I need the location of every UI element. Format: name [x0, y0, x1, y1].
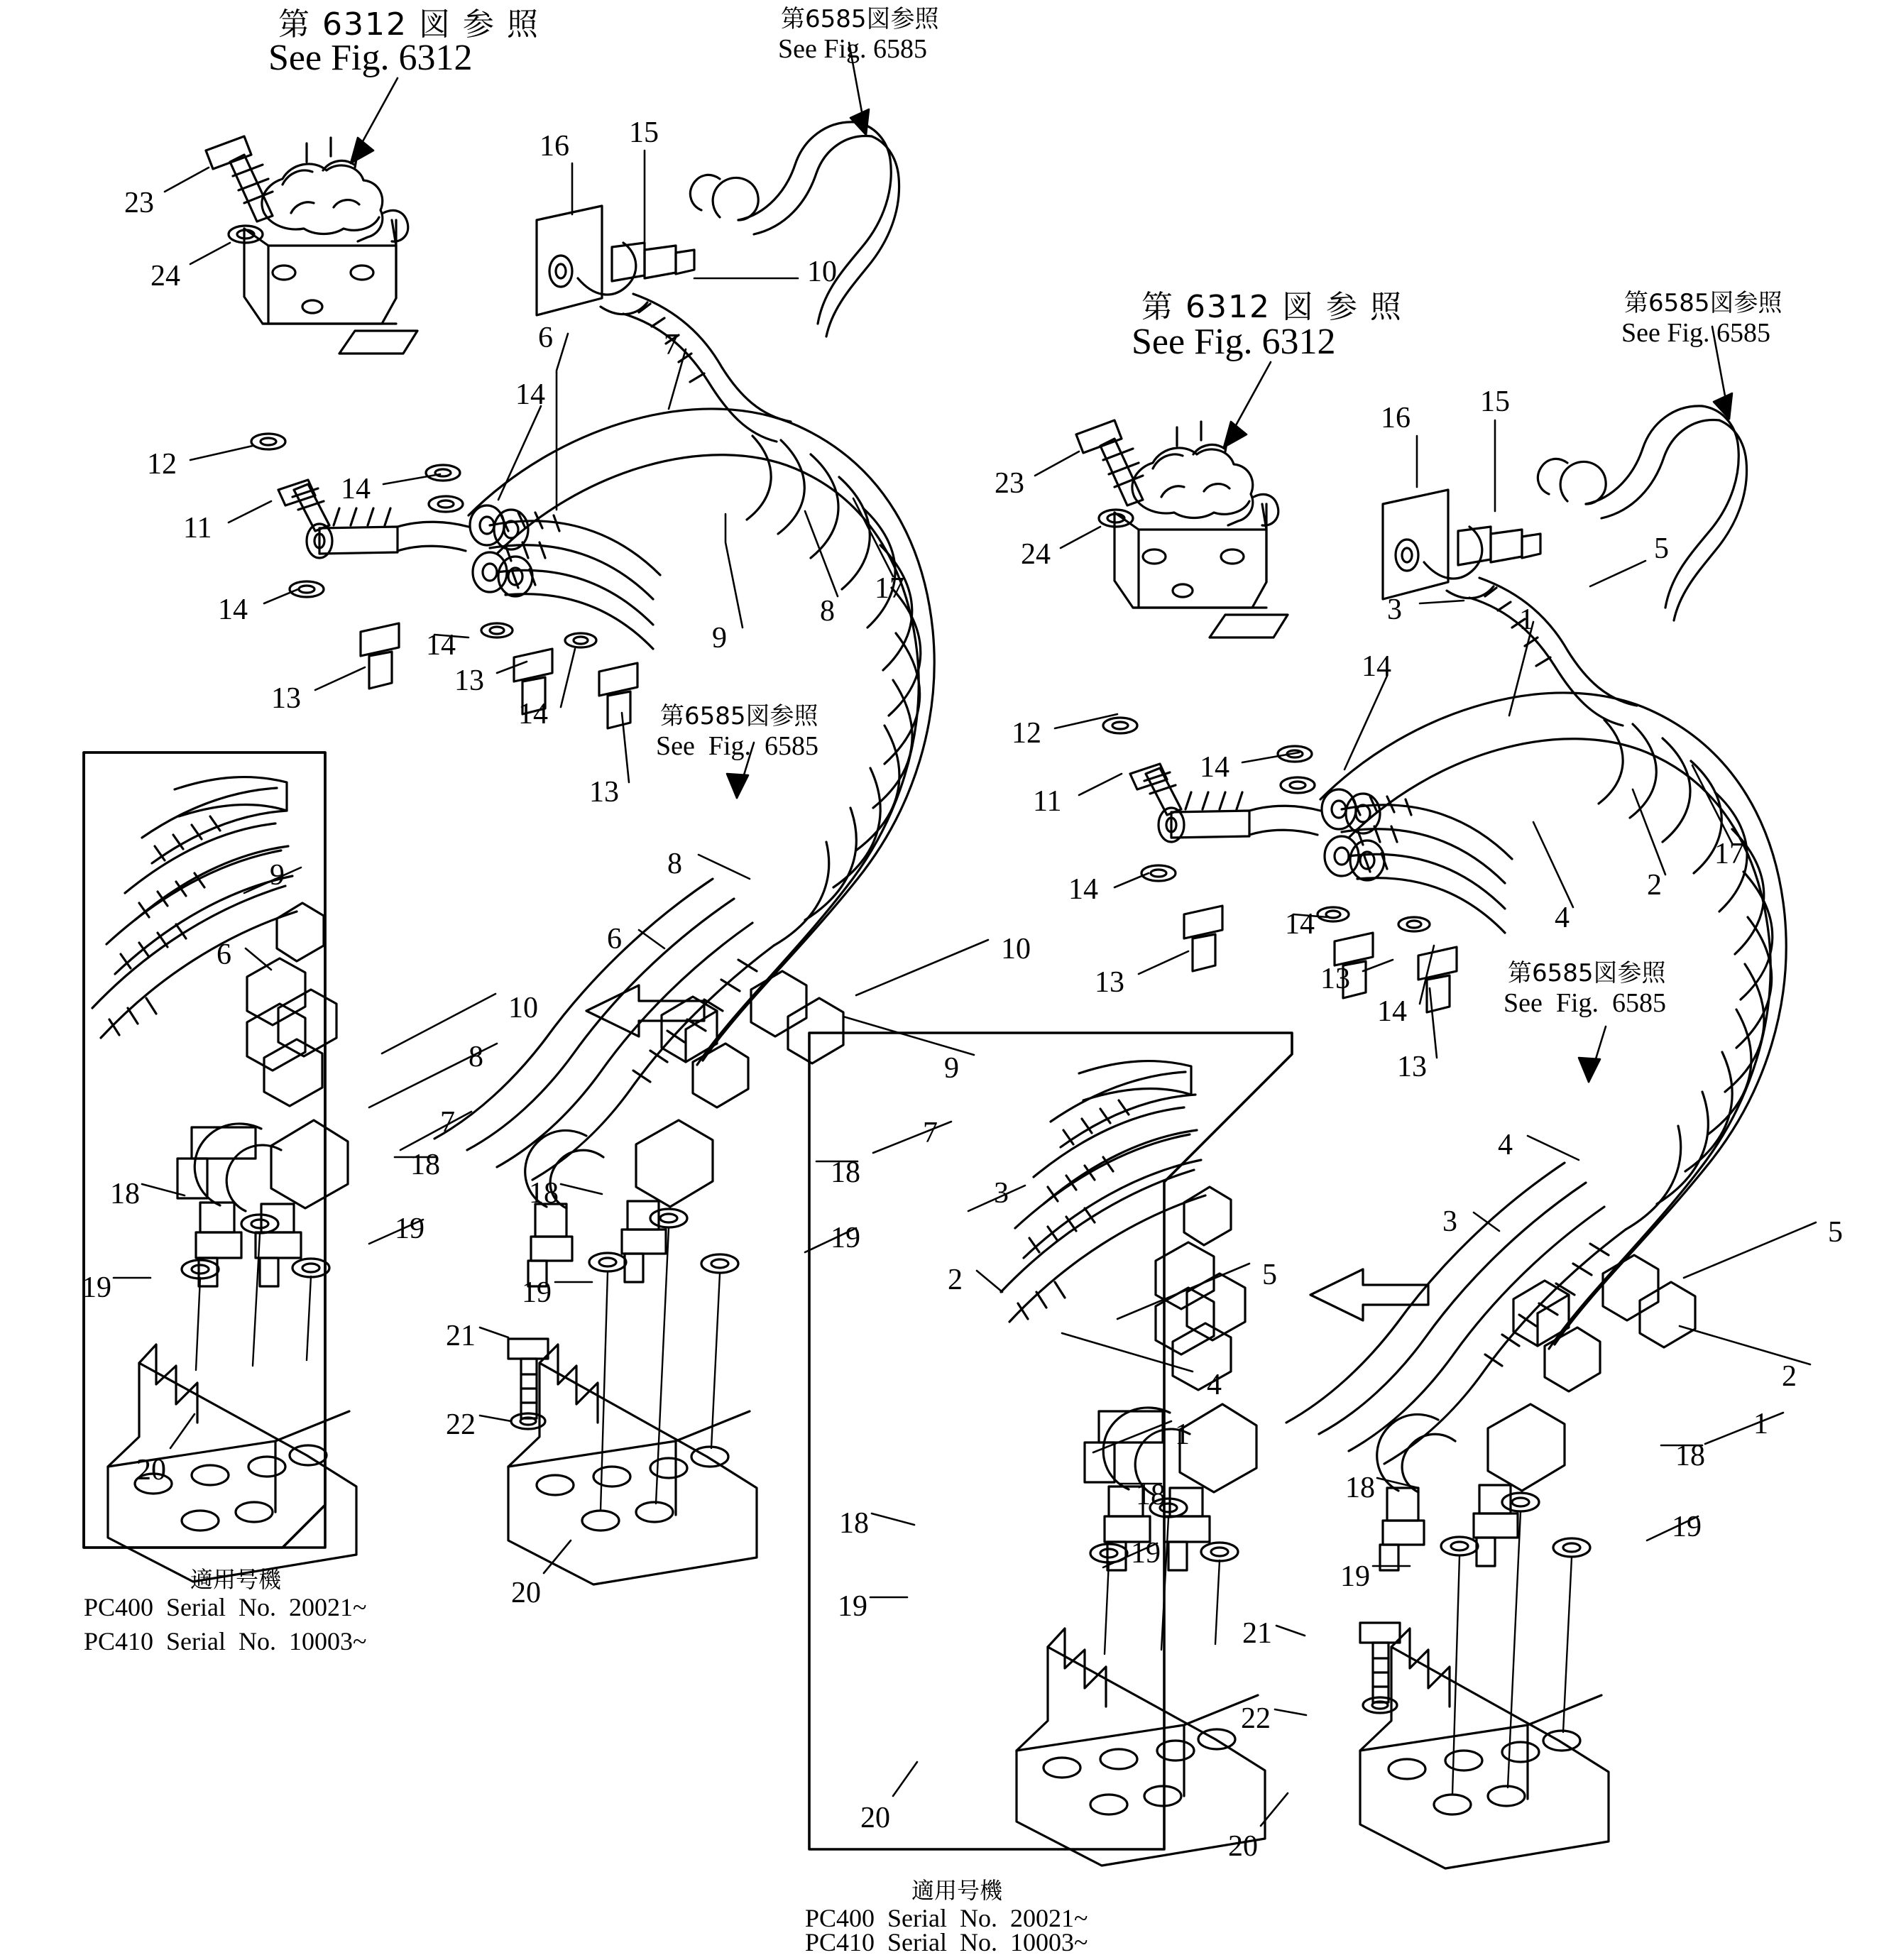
right-small-parts — [1103, 718, 1457, 1012]
right-swivel-body — [1114, 422, 1288, 637]
callout-number: 19 — [1672, 1511, 1702, 1543]
ref-top-left-jp: 第 6312 図 参 照 — [278, 6, 540, 43]
callout-number: 21 — [1242, 1617, 1272, 1650]
callout-number: 20 — [136, 1454, 166, 1487]
callout-number: 8 — [667, 848, 682, 880]
callout-number: 14 — [515, 378, 545, 411]
callout-number: 18 — [529, 1177, 559, 1210]
callout-number: 20 — [511, 1577, 541, 1609]
note-left-jp: 適用号機 — [190, 1566, 282, 1593]
right-hose-upper — [1538, 406, 1746, 620]
callout-number: 1 — [1175, 1418, 1190, 1451]
callout-number: 14 — [426, 629, 456, 662]
ref-top-right-en: See Fig. 6312 — [1132, 322, 1336, 362]
right-detail-box — [809, 1033, 1292, 1849]
right-hose-bundle — [1159, 693, 1786, 1349]
callout-number: 18 — [1136, 1479, 1166, 1511]
callout-number: 5 — [1828, 1216, 1843, 1249]
callout-number: 22 — [446, 1408, 476, 1441]
callout-number: 8 — [469, 1041, 483, 1073]
left-hose-bundle — [307, 409, 934, 1065]
callout-number: 7 — [923, 1117, 938, 1149]
ref-mid-left-jp: 第6585図参照 — [660, 702, 818, 730]
callout-number: 19 — [838, 1590, 867, 1623]
callout-number: 4 — [1555, 902, 1570, 934]
callout-number: 4 — [1207, 1369, 1222, 1401]
callout-number: 15 — [629, 116, 659, 149]
callout-number: 18 — [839, 1507, 869, 1540]
callout-number: 8 — [820, 595, 835, 628]
callout-number: 5 — [1654, 532, 1669, 565]
callout-number: 7 — [440, 1106, 455, 1139]
left-washer-24 — [229, 226, 263, 243]
callout-number: 9 — [712, 622, 727, 655]
callout-number: 9 — [270, 859, 285, 892]
callout-number: 18 — [110, 1178, 140, 1210]
right-flange-16 — [1383, 490, 1448, 599]
left-washer-22 — [511, 1413, 545, 1429]
callout-number: 14 — [341, 473, 371, 505]
right-detail-contents — [1001, 1061, 1265, 1866]
callout-number: 5 — [1262, 1259, 1277, 1291]
callout-number: 18 — [831, 1156, 860, 1189]
left-detail-arrow — [586, 985, 704, 1036]
right-detail-arrow — [1310, 1269, 1428, 1320]
callout-number: 19 — [1340, 1560, 1370, 1593]
callout-number: 12 — [147, 448, 177, 481]
right-bolt-23 — [1076, 420, 1143, 505]
left-flange-16 — [537, 206, 602, 315]
callout-number: 14 — [218, 593, 248, 626]
left-hose-10 — [578, 243, 791, 442]
callout-number: 13 — [271, 682, 301, 715]
callout-number: 14 — [1068, 873, 1098, 906]
callout-number: 2 — [1647, 869, 1662, 902]
left-small-parts — [251, 434, 637, 728]
leader-lines — [114, 43, 1816, 1826]
ref-top-left-en: See Fig. 6312 — [268, 38, 473, 78]
ref-top-left-2-jp: 第6585図参照 — [781, 5, 939, 33]
left-bolt-21 — [508, 1339, 548, 1418]
callout-number: 14 — [1285, 908, 1315, 941]
callout-number: 14 — [1362, 650, 1391, 683]
right-washer-24 — [1099, 510, 1133, 527]
note-left-line-1: PC400 Serial No. 20021~ — [84, 1593, 367, 1621]
callout-number: 18 — [1675, 1440, 1705, 1472]
callout-number: 18 — [410, 1149, 440, 1181]
callout-number: 11 — [1033, 785, 1062, 818]
callout-number: 17 — [875, 572, 904, 605]
callout-number: 6 — [538, 322, 553, 354]
callout-number: 23 — [124, 187, 154, 219]
callout-number: 2 — [1782, 1360, 1797, 1393]
ref-mid-right-en: See Fig. 6585 — [1504, 988, 1667, 1018]
callout-number: 21 — [446, 1320, 476, 1352]
left-manifold-20 — [508, 1345, 757, 1584]
left-bolt-15 — [612, 243, 694, 281]
callout-number: 10 — [508, 992, 538, 1024]
callout-number: 19 — [831, 1222, 860, 1254]
ref-top-right-2-jp: 第6585図参照 — [1624, 289, 1782, 317]
note-right-line-2: PC410 Serial No. 10003~ — [805, 1928, 1088, 1956]
ref-top-right-2-en: See Fig. 6585 — [1621, 318, 1771, 348]
callout-number: 22 — [1241, 1702, 1271, 1735]
callout-number: 3 — [994, 1177, 1009, 1210]
callout-number: 11 — [183, 512, 212, 544]
callout-number: 2 — [948, 1264, 963, 1296]
callout-number: 10 — [807, 256, 837, 288]
callout-number: 19 — [1131, 1537, 1161, 1570]
ref-mid-left-en: See Fig. 6585 — [656, 731, 819, 761]
callout-number: 3 — [1387, 593, 1402, 626]
right-washer-22 — [1363, 1697, 1397, 1713]
callout-number: 4 — [1498, 1129, 1513, 1161]
callout-number: 1 — [1753, 1408, 1768, 1440]
callout-number: 9 — [944, 1052, 959, 1085]
callout-number: 18 — [1345, 1472, 1375, 1504]
right-bolt-21 — [1360, 1623, 1400, 1702]
callout-number: 19 — [522, 1276, 552, 1309]
callout-number: 16 — [540, 130, 569, 163]
callout-number: 24 — [150, 260, 180, 292]
callout-number: 3 — [1442, 1205, 1457, 1238]
callout-number: 13 — [1320, 963, 1350, 995]
note-right-jp: 適用号機 — [911, 1877, 1003, 1904]
callout-number: 24 — [1021, 538, 1051, 571]
callout-number: 13 — [589, 776, 619, 809]
callout-number: 16 — [1381, 402, 1411, 434]
callout-number: 19 — [82, 1271, 111, 1304]
callout-number: 17 — [1714, 838, 1744, 870]
left-detail-box — [84, 752, 325, 1548]
left-lower-hoses — [434, 879, 843, 1286]
ref-mid-right-jp: 第6585図参照 — [1508, 959, 1666, 987]
ref-top-right-jp: 第 6312 図 参 照 — [1141, 289, 1403, 325]
callout-number: 14 — [518, 698, 548, 730]
callout-number: 1 — [1519, 603, 1534, 636]
callout-number: 23 — [995, 467, 1024, 500]
callout-number: 15 — [1480, 385, 1510, 418]
note-right-line-1: PC400 Serial No. 20021~ — [805, 1904, 1088, 1932]
callout-number: 7 — [664, 329, 679, 361]
callout-number: 20 — [1228, 1830, 1258, 1863]
right-lower-hoses — [1286, 1163, 1695, 1570]
right-manifold-20 — [1360, 1628, 1609, 1868]
callout-number: 19 — [395, 1212, 425, 1245]
left-hose-upper-right — [690, 122, 899, 336]
callout-number: 13 — [1397, 1051, 1427, 1083]
left-bolt-23 — [206, 136, 273, 221]
callout-number: 13 — [1095, 966, 1124, 999]
callout-number: 6 — [607, 923, 622, 956]
callout-number: 13 — [454, 664, 484, 697]
callout-number: 6 — [217, 938, 231, 971]
callout-number: 10 — [1001, 933, 1031, 965]
left-swivel-body — [244, 138, 417, 354]
right-bolt-15 — [1458, 527, 1540, 565]
callout-number: 20 — [860, 1802, 890, 1834]
callout-number: 14 — [1377, 995, 1407, 1028]
ref-top-left-2-en: See Fig. 6585 — [778, 34, 928, 64]
note-left-line-2: PC410 Serial No. 10003~ — [84, 1627, 367, 1655]
callout-number: 12 — [1012, 717, 1041, 750]
callout-number: 14 — [1200, 751, 1229, 784]
